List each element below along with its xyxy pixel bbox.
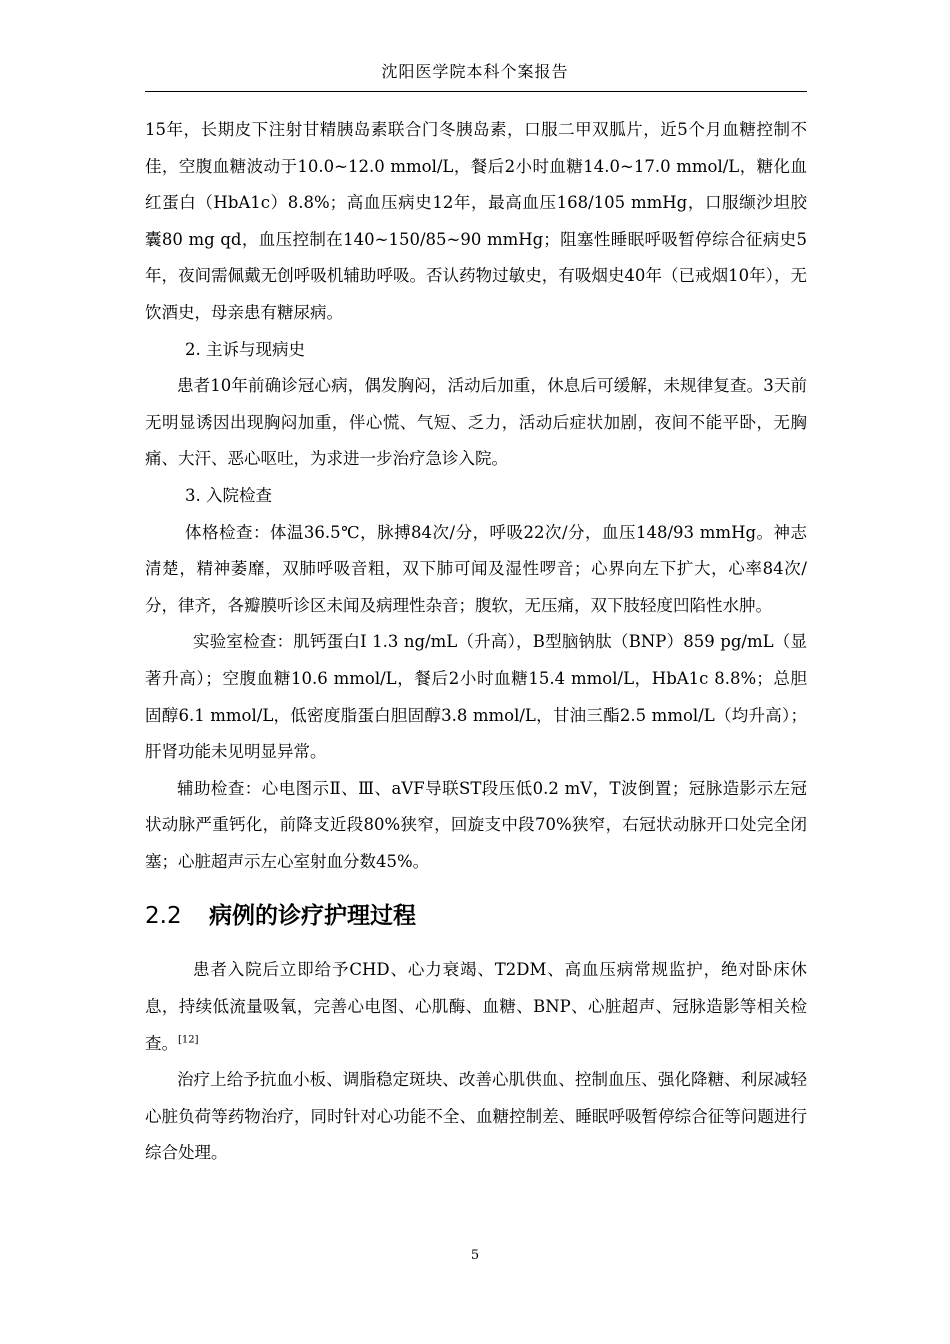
auxiliary-exam-paragraph: 辅助检查：心电图示Ⅱ、Ⅲ、aVF导联ST段压低0.2 mV，T波倒置；冠脉造影示左冠状动脉严重钙化，前降支近段80%狭窄，回旋支中段70%狭窄，右冠状动脉开口处完全闭塞；心脏超声示左心室射血分数45%。 xyxy=(145,778,807,871)
section-heading xyxy=(145,880,807,952)
physical-exam-paragraph: 体格检查：体温36.5℃，脉搏84次/分，呼吸22次/分，血压148/93 mmHg。神志清楚，精神萎靡，双肺呼吸音粗，双下肺可闻及湿性啰音；心界向左下扩大，心率84次/分，律齐，各瓣膜听诊区未闻及病理性杂音；腹软，无压痛，双下肢轻度凹陷性水肿。 xyxy=(145,522,807,615)
section-title: 病例的诊疗护理过程 xyxy=(209,903,416,930)
care-process-paragraph xyxy=(145,952,807,1062)
medical-history-paragraph: 15年，长期皮下注射甘精胰岛素联合门冬胰岛素，口服二甲双胍片，近5个月血糖控制不佳，空腹血糖波动于10.0~12.0 mmol/L，餐后2小时血糖14.0~17.0 mmol/L，糖化血红蛋白（HbA1c）8.8%；高血压病史12年，最高血压168/105 mmHg，口服缬沙坦胶囊80 mg qd，血压控制在140~150/85~90 mmHg；阻塞性睡眠呼吸暂停综合征病史5年，夜间需佩戴无创呼吸机辅助呼吸。否认药物过敏史，有吸烟史40年（已戒烟10年），无饮酒史，母亲患有糖尿病。 xyxy=(145,120,807,322)
header-divider xyxy=(145,91,807,92)
subheading-admission-exam: 3. 入院检查 xyxy=(185,485,272,505)
treatment-paragraph: 治疗上给予抗血小板、调脂稳定斑块、改善心肌供血、控制血压、强化降糖、利尿减轻心脏负荷等药物治疗，同时针对心功能不全、血糖控制差、睡眠呼吸暂停综合征等问题进行综合处理。 xyxy=(145,1070,807,1163)
citation-reference: [12] xyxy=(178,1034,199,1046)
chief-complaint-paragraph: 患者10年前确诊冠心病，偶发胸闷，活动后加重，休息后可缓解，未规律复查。3天前无明显诱因出现胸闷加重，伴心慌、气短、乏力，活动后症状加剧，夜间不能平卧，无胸痛、大汗、恶心呕吐，为求进一步治疗急诊入院。 xyxy=(145,376,807,469)
lab-exam-paragraph: 实验室检查：肌钙蛋白I 1.3 ng/mL（升高），B型脑钠肽（BNP）859 pg/mL（显著升高）；空腹血糖10.6 mmol/L，餐后2小时血糖15.4 mmol/L，HbA1c 8.8%；总胆固醇6.1 mmol/L，低密度脂蛋白胆固醇3.8 mmol/L，甘油三酯2.5 mmol/L（均升高）；肝肾功能未见明显异常。 xyxy=(145,632,807,762)
subheading-chief-complaint: 2. 主诉与现病史 xyxy=(185,339,305,359)
care-process-text: 患者入院后立即给予CHD、心力衰竭、T2DM、高血压病常规监护，绝对卧床休息，持续低流量吸氧，完善心电图、心肌酶、血糖、BNP、心脏超声、冠脉造影等相关检查。 xyxy=(145,960,807,1053)
running-header-title: 沈阳医学院本科个案报告 xyxy=(381,62,569,81)
section-number: 2.2 xyxy=(145,903,182,930)
page-number: 5 xyxy=(470,1248,480,1263)
document-body xyxy=(145,112,807,1172)
